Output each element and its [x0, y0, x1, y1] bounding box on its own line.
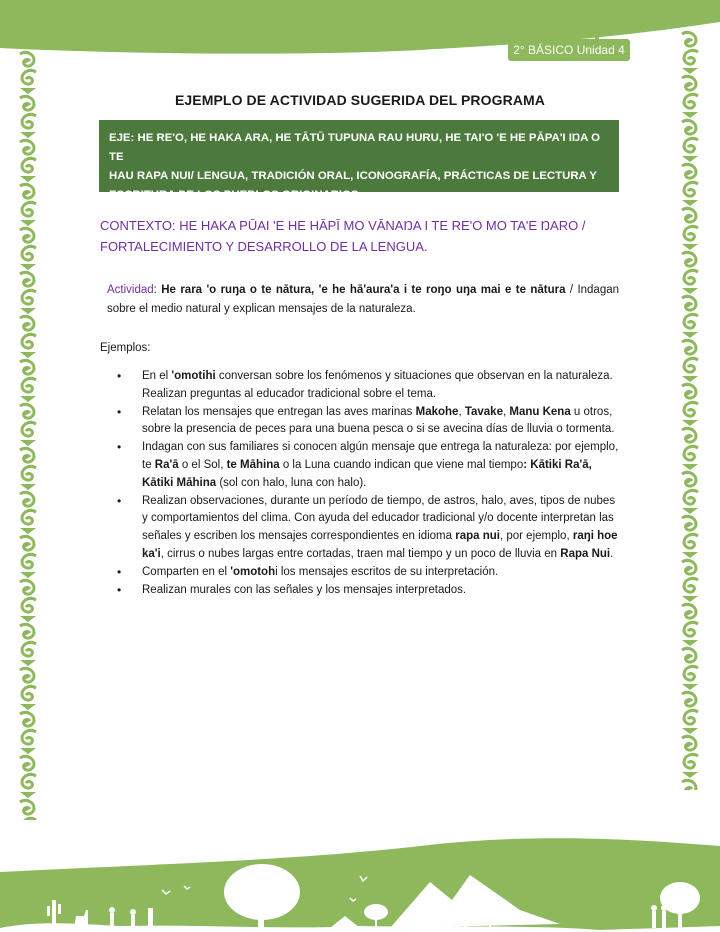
- example-term: rapa nui: [455, 530, 500, 543]
- example-term: te Māhina: [226, 458, 280, 471]
- example-text: (sol con halo, luna con halo).: [216, 476, 367, 489]
- eje-line: HAU RAPA NUI/ LENGUA, TRADICIÓN ORAL, ICONOGRAFÍA, PRÁCTICAS DE LECTURA Y: [109, 170, 597, 182]
- example-text: Comparten en el: [142, 565, 231, 578]
- bullet-icon: •: [117, 404, 122, 419]
- actividad-label: Actividad: [107, 284, 154, 296]
- contexto-heading: [100, 215, 620, 257]
- example-text: Indagan con sus familiares si conocen algún mensaje que entrega la naturaleza: por ejemplo, te: [142, 441, 619, 471]
- bullet-icon: •: [117, 582, 122, 597]
- example-text: i los mensajes escritos de su interpretación.: [275, 565, 499, 578]
- eje-line: EJE: HE RE'O, HE HAKA ARA, HE TĀTŪ TUPUNA RAU HURU, HE TAI'O 'E HE PĀPA'I IŊA O TE: [109, 132, 600, 163]
- example-term: 'omotihi: [171, 370, 216, 382]
- example-item: [117, 582, 620, 600]
- actividad-paragraph: [107, 281, 619, 319]
- example-text: Realizan observaciones, durante un período de tiempo, de astros, halo, aves, tipos de nubes y comportamientos del clima. Con ayuda del educador tradicional y/o docente interpretan las señales y escriben los mensajes correspondientes en idioma: [142, 494, 616, 543]
- example-text: o el Sol,: [178, 458, 227, 471]
- actividad-description: / Indagan sobre el medio natural y explican mensajes de la naturaleza.: [107, 284, 620, 315]
- example-term: Makohe: [415, 405, 459, 418]
- example-text: conversan sobre los fenómenos y situaciones que observan en la naturaleza. Realizan preguntas al educador tradicional sobre el tema.: [142, 370, 613, 400]
- actividad-title: He rara 'o ruŋa o te nātura, 'e he hā'aura'a i te roŋo uŋa mai e te nātura: [161, 284, 566, 296]
- example-text: u otros, sobre la presencia de peces para una buena pesca o si se avecina días de lluvia o tormenta.: [142, 405, 615, 436]
- bullet-icon: •: [117, 369, 122, 383]
- example-term: Rapa Nui: [560, 547, 611, 560]
- actividad-colon: :: [153, 284, 162, 296]
- example-text: Relatan los mensajes que entregan las aves marinas: [142, 405, 416, 418]
- example-text: , cirrus o nubes largas entre cortadas, traen mal tiempo y un poco de lluvia en: [160, 547, 561, 560]
- example-text: o la Luna cuando indican que viene mal tiempo: [279, 458, 524, 471]
- example-item: [117, 368, 620, 404]
- unit-badge: 2° BÁSICO Unidad 4: [508, 39, 630, 61]
- example-text: En el: [142, 370, 172, 382]
- bullet-icon: •: [117, 564, 122, 579]
- example-text: ,: [458, 405, 465, 418]
- ejemplos-label: Ejemplos:: [100, 342, 151, 354]
- example-item: [117, 564, 620, 582]
- bullet-icon: •: [117, 493, 122, 508]
- example-item: [117, 404, 620, 440]
- example-text: ,: [502, 405, 510, 418]
- example-term: : Kātiki Ra'ā, Kātiki Māhina: [142, 458, 592, 489]
- example-term: Ra'ā: [154, 458, 179, 471]
- contexto-line: FORTALECIMIENTO Y DESARROLLO DE LA LENGUA.: [100, 239, 428, 254]
- example-term: raŋi hoe ka'i: [142, 530, 618, 560]
- left-pattern-border-icon: [18, 50, 38, 820]
- example-text: Realizan murales con las señales y los mensajes interpretados.: [142, 583, 467, 596]
- right-pattern-border-icon: [680, 30, 700, 790]
- example-text: .: [610, 547, 614, 560]
- bottom-landscape-banner: [0, 820, 720, 932]
- example-item: [117, 493, 620, 564]
- example-term: Manu Kena: [509, 405, 571, 418]
- example-term: 'omotoh: [230, 565, 276, 578]
- page-title: EJEMPLO DE ACTIVIDAD SUGERIDA DEL PROGRAMA: [174, 92, 546, 108]
- example-item: [117, 439, 620, 492]
- bullet-icon: •: [117, 440, 122, 455]
- examples-list: [117, 368, 620, 599]
- eje-line: ESCRITURA DE LOS PUEBLOS ORIGINARIOS.: [109, 189, 362, 201]
- example-text: , por ejemplo,: [499, 530, 573, 543]
- contexto-line: CONTEXTO: HE HAKA PŪAI 'E HE HĀPĪ MO VĀNAŊA I TE RE'O MO TA'E ŊARO /: [100, 218, 586, 233]
- eje-box: [99, 120, 619, 201]
- example-term: Tavake: [464, 405, 503, 418]
